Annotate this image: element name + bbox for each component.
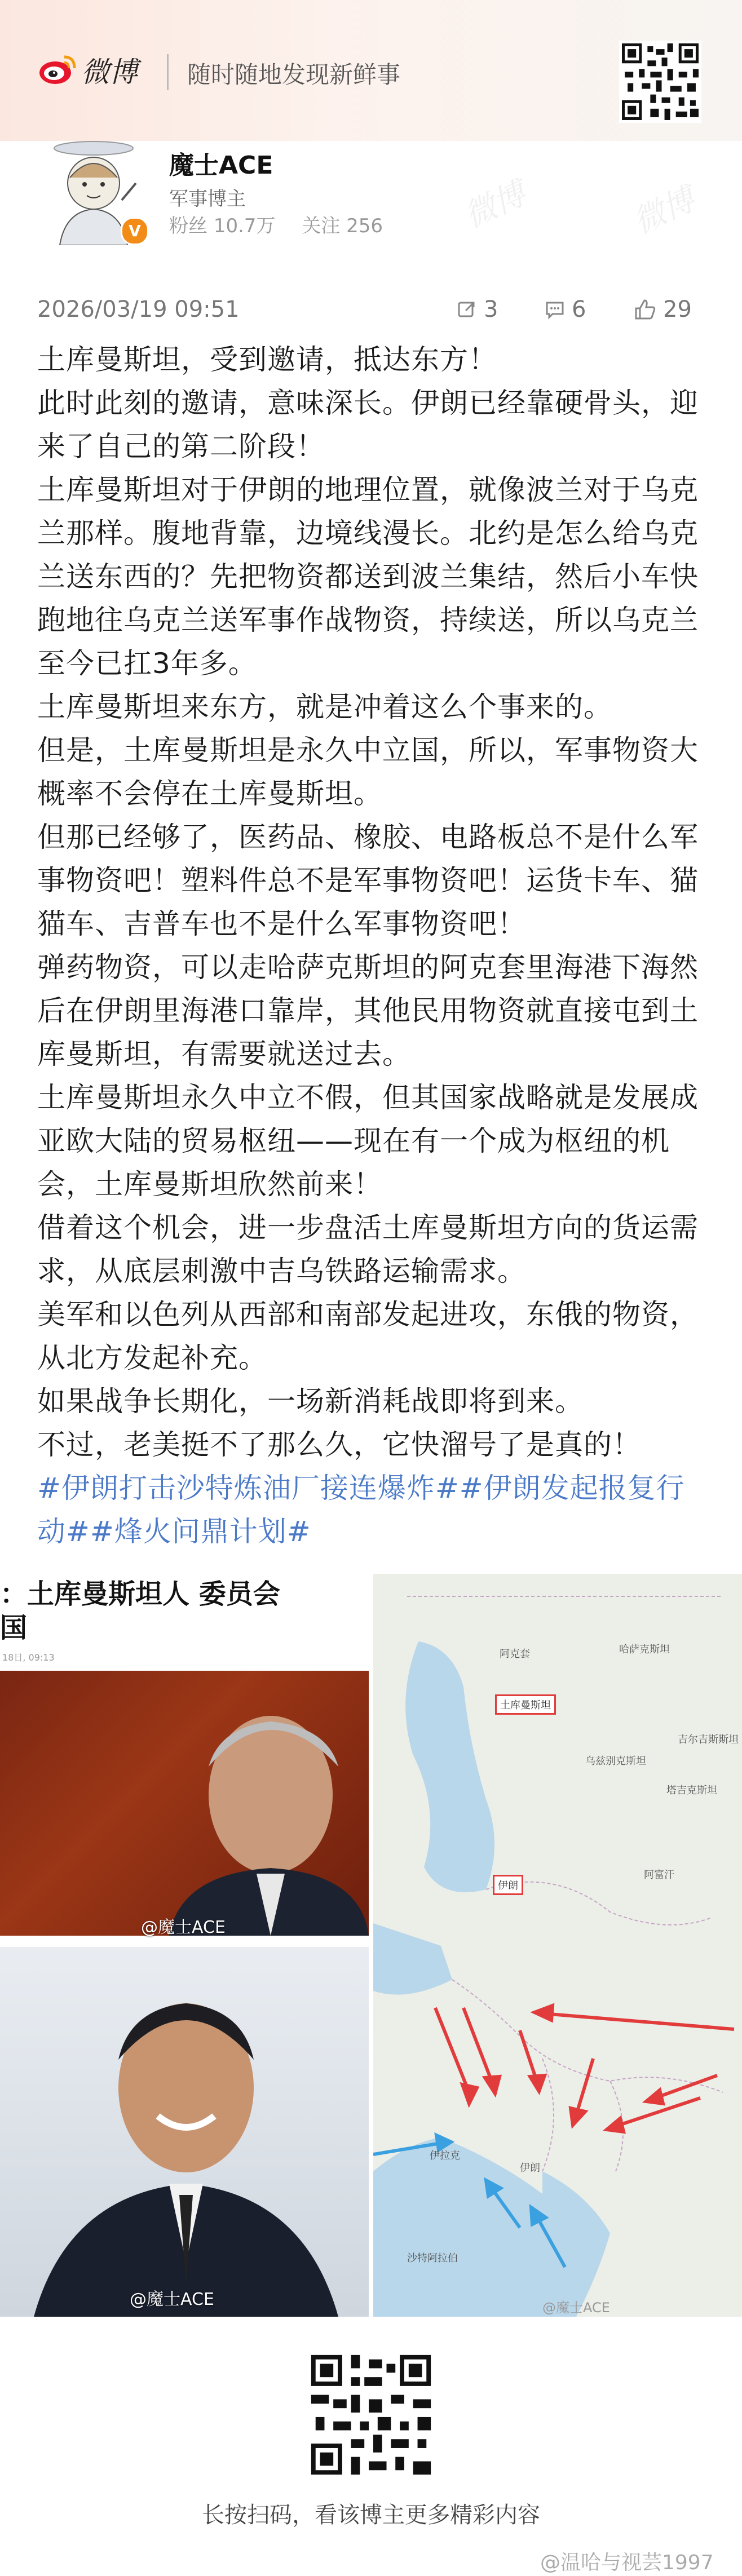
post-paragraph: 此时此刻的邀请，意味深长。伊朗已经靠硬骨头，迎来了自己的第二阶段！: [37, 387, 699, 463]
map-label-iraq: 伊拉克: [430, 2150, 460, 2162]
news-date: 18日, 09:13: [2, 1652, 55, 1663]
post-paragraph: 不过，老美挺不了那么久，它快溜号了是真的！: [37, 1428, 641, 1461]
comment-icon: [545, 299, 565, 320]
image-watermark: @魔士ACE: [130, 2290, 214, 2309]
verified-badge: V: [121, 217, 149, 245]
repost-button[interactable]: [457, 296, 498, 322]
map-label-iran: 伊朗: [493, 1875, 523, 1895]
post-paragraph: 土库曼斯坦，受到邀请，抵达东方！: [37, 343, 497, 376]
post-paragraph: 但是，土库曼斯坦是永久中立国，所以，军事物资大概率不会停在土库曼斯坦。: [37, 734, 699, 810]
portrait-photo: [0, 1671, 369, 1936]
footer-watermark: @温哈与视芸1997: [540, 2551, 714, 2574]
post-date: 2026/03/19 09:51: [37, 296, 240, 322]
follow-count: 关注 256: [302, 215, 383, 237]
map-label-uzbekistan: 乌兹别克斯坦: [585, 1755, 646, 1767]
map-label-afghanistan: 阿富汗: [644, 1869, 674, 1881]
post-paragraph: 但那已经够了，医药品、橡胶、电路板总不是什么军事物资吧！塑料件总不是军事物资吧！运货卡车、猫猫车、吉普车也不是什么军事物资吧！: [37, 821, 699, 940]
image-watermark: @魔士ACE: [141, 1918, 226, 1937]
thumbs-up-icon: [634, 298, 656, 321]
post-paragraph: 借着这个机会，进一步盘活土库曼斯坦方向的货运需求，从底层刺激中吉乌铁路运输需求。: [37, 1211, 699, 1287]
map-watermark: @魔士ACE: [542, 2300, 610, 2316]
qr-code-icon[interactable]: [307, 2351, 435, 2479]
repost-icon: [457, 299, 477, 320]
username[interactable]: 魔士ACE: [169, 151, 273, 180]
slogan: 随时随地发现新鲜事: [187, 61, 401, 88]
footer-text: 长按扫码，看该博主更多精彩内容: [202, 2502, 540, 2528]
post-paragraph: 土库曼斯坦永久中立不假，但其国家战略就是发展成亚欧大陆的贸易枢纽——现在有一个成为枢纽的机会，土库曼斯坦欣然前来！: [37, 1081, 699, 1201]
map-label-turkmenistan: 土库曼斯坦: [495, 1694, 556, 1715]
map-label-kyrgyzstan: 吉尔吉斯斯坦: [678, 1734, 739, 1746]
like-count: 29: [663, 296, 692, 322]
post-meta: [37, 294, 705, 328]
map-label-aktau: 阿克套: [500, 1648, 530, 1660]
portrait-photo: [0, 1947, 369, 2317]
news-screenshot-image[interactable]: [0, 1574, 369, 2317]
post-body: [37, 338, 708, 1553]
post-paragraph: 弹药物资，可以走哈萨克斯坦的阿克套里海港下海然后在伊朗里海港口靠岸，其他民用物资就直接屯到土库曼斯坦，有需要就送过去。: [37, 951, 699, 1070]
like-button[interactable]: [634, 296, 692, 322]
news-headline: ：土库曼斯坦人 委员会 国: [0, 1578, 280, 1644]
user-profile: [0, 132, 742, 279]
post-paragraph: 土库曼斯坦对于伊朗的地理位置，就像波兰对于乌克兰那样。腹地背靠，边境线漫长。北约是怎么给乌克兰送东西的？先把物资都送到波兰集结，然后小车快跑地往乌克兰送军事作战物资，持续送，所以乌克兰至今已扛3年多。: [37, 473, 699, 680]
top-banner: [0, 0, 742, 141]
comment-count: 6: [572, 296, 586, 322]
weibo-logo[interactable]: [37, 50, 138, 90]
post-images: [0, 1574, 742, 2317]
map-label-saudi: 沙特阿拉伯: [407, 2252, 458, 2264]
divider: [167, 54, 169, 90]
map-label-tajikistan: 塔吉克斯坦: [666, 1785, 717, 1796]
watermark: 微博: [628, 180, 701, 241]
logo-text: 微博: [81, 56, 138, 88]
footer: [0, 2317, 742, 2576]
post-paragraph: 如果战争长期化，一场新消耗战即将到来。: [37, 1385, 584, 1418]
watermark: 微博: [458, 175, 532, 236]
hashtag-links[interactable]: #伊朗打击沙特炼油厂接连爆炸##伊朗发起报复行动##烽火问鼎计划#: [37, 1472, 685, 1548]
repost-count: 3: [484, 296, 498, 322]
map-label-kazakhstan: 哈萨克斯坦: [619, 1644, 670, 1656]
qr-code-icon[interactable]: [619, 41, 701, 123]
user-tag: 军事博主: [169, 188, 246, 210]
user-stats: [169, 210, 403, 238]
weibo-logo-icon: [37, 54, 77, 86]
post-paragraph: 美军和以色列从西部和南部发起进攻，东俄的物资，从北方发起补充。: [37, 1298, 699, 1374]
comment-button[interactable]: [545, 296, 586, 322]
map-label-iran-low: 伊朗: [520, 2162, 540, 2174]
map-image[interactable]: [373, 1574, 742, 2317]
post-paragraph: 土库曼斯坦来东方，就是冲着这么个事来的。: [37, 691, 612, 723]
fans-count: 粉丝 10.7万: [169, 215, 276, 237]
